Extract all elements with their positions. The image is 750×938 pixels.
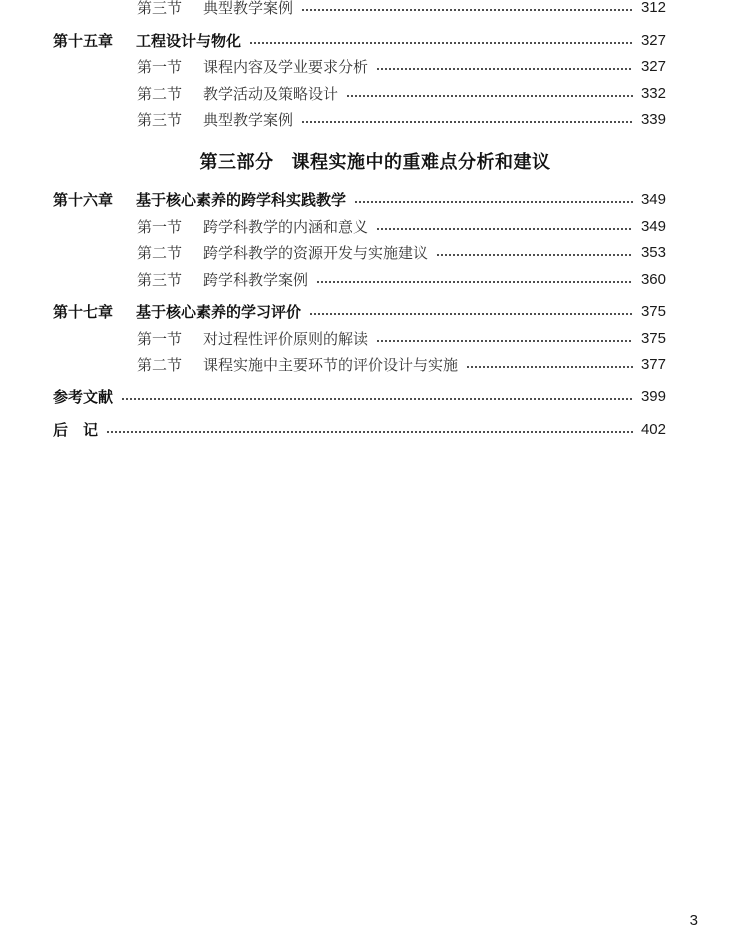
dot-leader bbox=[436, 254, 633, 256]
section-number: 第三节 bbox=[137, 271, 183, 289]
dot-leader bbox=[249, 42, 633, 44]
chapter-number: 第十七章 bbox=[53, 303, 114, 321]
toc-entry-section[interactable] bbox=[0, 0, 666, 19]
dot-leader bbox=[466, 366, 633, 368]
toc-entry-section[interactable] bbox=[0, 328, 666, 350]
toc-entry-chapter[interactable] bbox=[0, 189, 666, 211]
section-title: 课程实施中主要环节的评价设计与实施 bbox=[203, 356, 459, 374]
toc-entry-label bbox=[137, 83, 338, 105]
dot-leader bbox=[301, 9, 633, 11]
dot-leader bbox=[316, 281, 633, 283]
section-title: 对过程性评价原则的解读 bbox=[203, 330, 369, 348]
section-number: 第二节 bbox=[137, 244, 183, 262]
toc-entry-chapter[interactable] bbox=[0, 30, 666, 52]
section-number: 第一节 bbox=[137, 58, 183, 76]
page-number-ref: 353 bbox=[640, 244, 666, 261]
toc-entry-references[interactable] bbox=[0, 386, 666, 408]
dot-leader bbox=[309, 313, 633, 315]
toc-entry-label bbox=[137, 269, 308, 291]
footer-page-number: 3 bbox=[689, 912, 698, 929]
section-number: 第一节 bbox=[137, 330, 183, 348]
dot-leader bbox=[354, 201, 633, 203]
chapter-title: 基于核心素养的跨学科实践教学 bbox=[136, 191, 347, 209]
toc-entry-label: 参考文献 bbox=[53, 388, 114, 406]
section-number: 第三节 bbox=[137, 0, 183, 17]
page-number-ref: 377 bbox=[640, 356, 666, 373]
toc-entry-label bbox=[137, 242, 428, 264]
page-number-ref: 375 bbox=[640, 330, 666, 347]
toc-entry-postscript[interactable] bbox=[0, 419, 666, 441]
chapter-number: 第十五章 bbox=[53, 32, 114, 50]
dot-leader bbox=[376, 340, 633, 342]
section-title: 典型教学案例 bbox=[203, 111, 294, 129]
section-number: 第二节 bbox=[137, 356, 183, 374]
section-title: 跨学科教学的资源开发与实施建议 bbox=[203, 244, 429, 262]
page-number-ref: 339 bbox=[640, 111, 666, 128]
toc-entry-label bbox=[137, 328, 368, 350]
toc-entry-section[interactable] bbox=[0, 242, 666, 264]
toc-entry-label bbox=[53, 189, 346, 211]
part-title bbox=[0, 148, 750, 174]
dot-leader bbox=[106, 431, 633, 433]
toc-entry-section[interactable] bbox=[0, 354, 666, 376]
section-number: 第一节 bbox=[137, 218, 183, 236]
dot-leader bbox=[346, 95, 633, 97]
page-number-ref: 399 bbox=[640, 388, 666, 405]
toc-entry-label bbox=[137, 56, 368, 78]
part-number: 第三部分 bbox=[199, 152, 274, 173]
toc-entry-section[interactable] bbox=[0, 56, 666, 78]
toc-entry-label: 后 记 bbox=[53, 421, 99, 439]
toc-entry-label bbox=[137, 216, 368, 238]
dot-leader bbox=[376, 228, 633, 230]
toc-entry-section[interactable] bbox=[0, 109, 666, 131]
dot-leader bbox=[376, 68, 633, 70]
section-number: 第二节 bbox=[137, 85, 183, 103]
page-number-ref: 402 bbox=[640, 421, 666, 438]
toc-entry-label bbox=[53, 30, 241, 52]
section-number: 第三节 bbox=[137, 111, 183, 129]
chapter-number: 第十六章 bbox=[53, 191, 114, 209]
page-number-ref: 375 bbox=[640, 303, 666, 320]
page-number-ref: 327 bbox=[640, 58, 666, 75]
toc-entry-section[interactable] bbox=[0, 83, 666, 105]
toc-entry-chapter[interactable] bbox=[0, 301, 666, 323]
page-number-ref: 312 bbox=[640, 0, 666, 16]
section-title: 课程内容及学业要求分析 bbox=[203, 58, 369, 76]
section-title: 教学活动及策略设计 bbox=[203, 85, 339, 103]
toc-entry-label bbox=[137, 354, 458, 376]
page-number-ref: 327 bbox=[640, 32, 666, 49]
chapter-title: 工程设计与物化 bbox=[136, 32, 242, 50]
toc-entry-label bbox=[137, 109, 293, 131]
page-number-ref: 349 bbox=[640, 218, 666, 235]
dot-leader bbox=[121, 398, 633, 400]
section-title: 跨学科教学案例 bbox=[203, 271, 309, 289]
section-title: 典型教学案例 bbox=[203, 0, 294, 17]
toc-entry-section[interactable] bbox=[0, 269, 666, 291]
chapter-title: 基于核心素养的学习评价 bbox=[136, 303, 302, 321]
toc-entry-label bbox=[53, 301, 301, 323]
dot-leader bbox=[301, 121, 633, 123]
toc-entry-section[interactable] bbox=[0, 216, 666, 238]
page-number-ref: 360 bbox=[640, 271, 666, 288]
page-number-ref: 332 bbox=[640, 85, 666, 102]
section-title: 跨学科教学的内涵和意义 bbox=[203, 218, 369, 236]
part-name: 课程实施中的重难点分析和建议 bbox=[291, 152, 551, 173]
page-number-ref: 349 bbox=[640, 191, 666, 208]
toc-entry-label bbox=[137, 0, 293, 19]
